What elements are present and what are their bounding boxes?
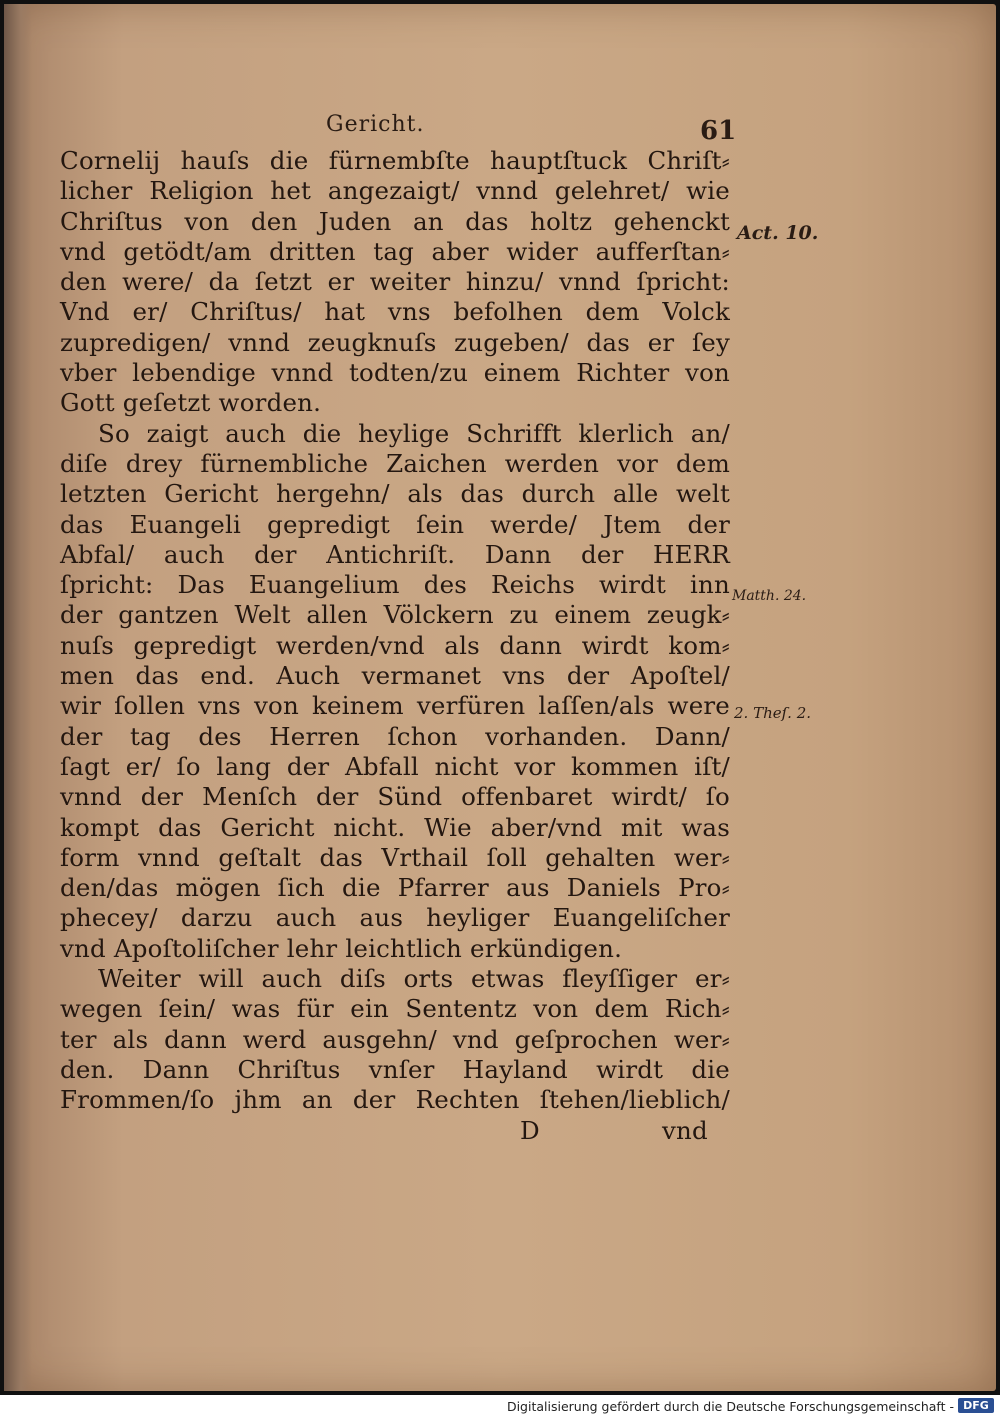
- signature-mark: D: [520, 1115, 540, 1145]
- text-line: letzten Gericht hergehn/ als das durch alle welt: [60, 479, 730, 509]
- text-line: den were/ da ſetzt er weiter hinzu/ vnnd ſpricht:: [60, 267, 730, 297]
- text-line: diſe drey fürnembliche Zaichen werden vor dem: [60, 448, 730, 478]
- text-line: ter als dann werd ausgehn/ vnd geſprochen wer⸗: [60, 1024, 730, 1054]
- text-line: Chriſtus von den Juden an das holtz gehenckt: [60, 206, 730, 236]
- text-line: men das end. Auch vermanet vns der Apoſtel/: [60, 661, 730, 691]
- text-line: den. Dann Chriſtus vnſer Hayland wirdt die: [60, 1054, 730, 1084]
- text-line: zupredigen/ vnnd zeugknuſs zugeben/ das er ſey: [60, 327, 730, 357]
- page-number: 61: [700, 116, 737, 146]
- catchword: vnd: [662, 1115, 708, 1145]
- text-line: das Euangeli gepredigt ſein werde/ Jtem der: [60, 509, 730, 539]
- text-line: form vnnd geſtalt das Vrthail ſoll gehalten wer⸗: [60, 842, 730, 872]
- text-line: ſagt er/ ſo lang der Abfall nicht vor kommen iſt/: [60, 751, 730, 781]
- text-line: Gott geſetzt worden.: [60, 388, 322, 418]
- text-line: Abfal/ auch der Antichriſt. Dann der HERR: [60, 539, 730, 569]
- text-line: der tag des Herren ſchon vorhanden. Dann/: [60, 721, 730, 751]
- text-line: vnd Apoſtoliſcher lehr leichtlich erkündigen.: [60, 933, 623, 963]
- running-head: Gericht.: [326, 112, 425, 137]
- text-line: wir ſollen vns von keinem verfüren laſſen/als were: [60, 691, 730, 721]
- text-line: Frommen/ſo jhm an der Rechten ſtehen/lieblich/: [60, 1085, 730, 1115]
- text-block: [60, 146, 730, 1146]
- dfg-logo: DFG: [958, 1398, 994, 1413]
- text-line: Vnd er/ Chriſtus/ hat vns befolhen dem Volck: [60, 297, 730, 327]
- catchline: [60, 1116, 730, 1146]
- text-line: phecey/ darzu auch aus heyliger Euangeliſcher: [60, 903, 730, 933]
- text-line: vnnd der Menſch der Sünd offenbaret wirdt/ ſo: [60, 782, 730, 812]
- text-line: nuſs gepredigt werden/vnd als dann wirdt kom⸗: [60, 630, 730, 660]
- footer-credit: Digitalisierung gefördert durch die Deutsche Forschungsgemeinschaft -: [506, 1399, 954, 1414]
- text-line: der gantzen Welt allen Völckern zu einem zeugk⸗: [60, 600, 730, 630]
- marginal-note: Matth. 24.: [732, 588, 807, 604]
- binding-edge: [4, 4, 32, 1391]
- text-line: wegen ſein/ was für ein Sententz von dem Rich⸗: [60, 994, 730, 1024]
- text-line: ſpricht: Das Euangelium des Reichs wirdt inn: [60, 570, 730, 600]
- text-line: licher Religion het angezaigt/ vnnd gelehret/ wie: [60, 176, 730, 206]
- text-line: den/das mögen ſich die Pfarrer aus Daniels Pro⸗: [60, 873, 730, 903]
- marginal-note: Act. 10.: [737, 222, 819, 244]
- marginal-note: 2. Theſ. 2.: [734, 704, 812, 722]
- text-line: vber lebendige vnnd todten/zu einem Richter von: [60, 358, 730, 388]
- text-line: Weiter will auch diſs orts etwas fleyſſiger er⸗: [98, 964, 730, 994]
- text-line: kompt das Gericht nicht. Wie aber/vnd mit was: [60, 812, 730, 842]
- text-line: Cornelij hauſs die fürnembſte hauptſtuck Chriſt⸗: [60, 146, 730, 175]
- text-line: vnd getödt/am dritten tag aber wider aufferſtan⸗: [60, 236, 730, 266]
- text-line: So zaigt auch die heylige Schrifft klerlich an/: [98, 418, 730, 448]
